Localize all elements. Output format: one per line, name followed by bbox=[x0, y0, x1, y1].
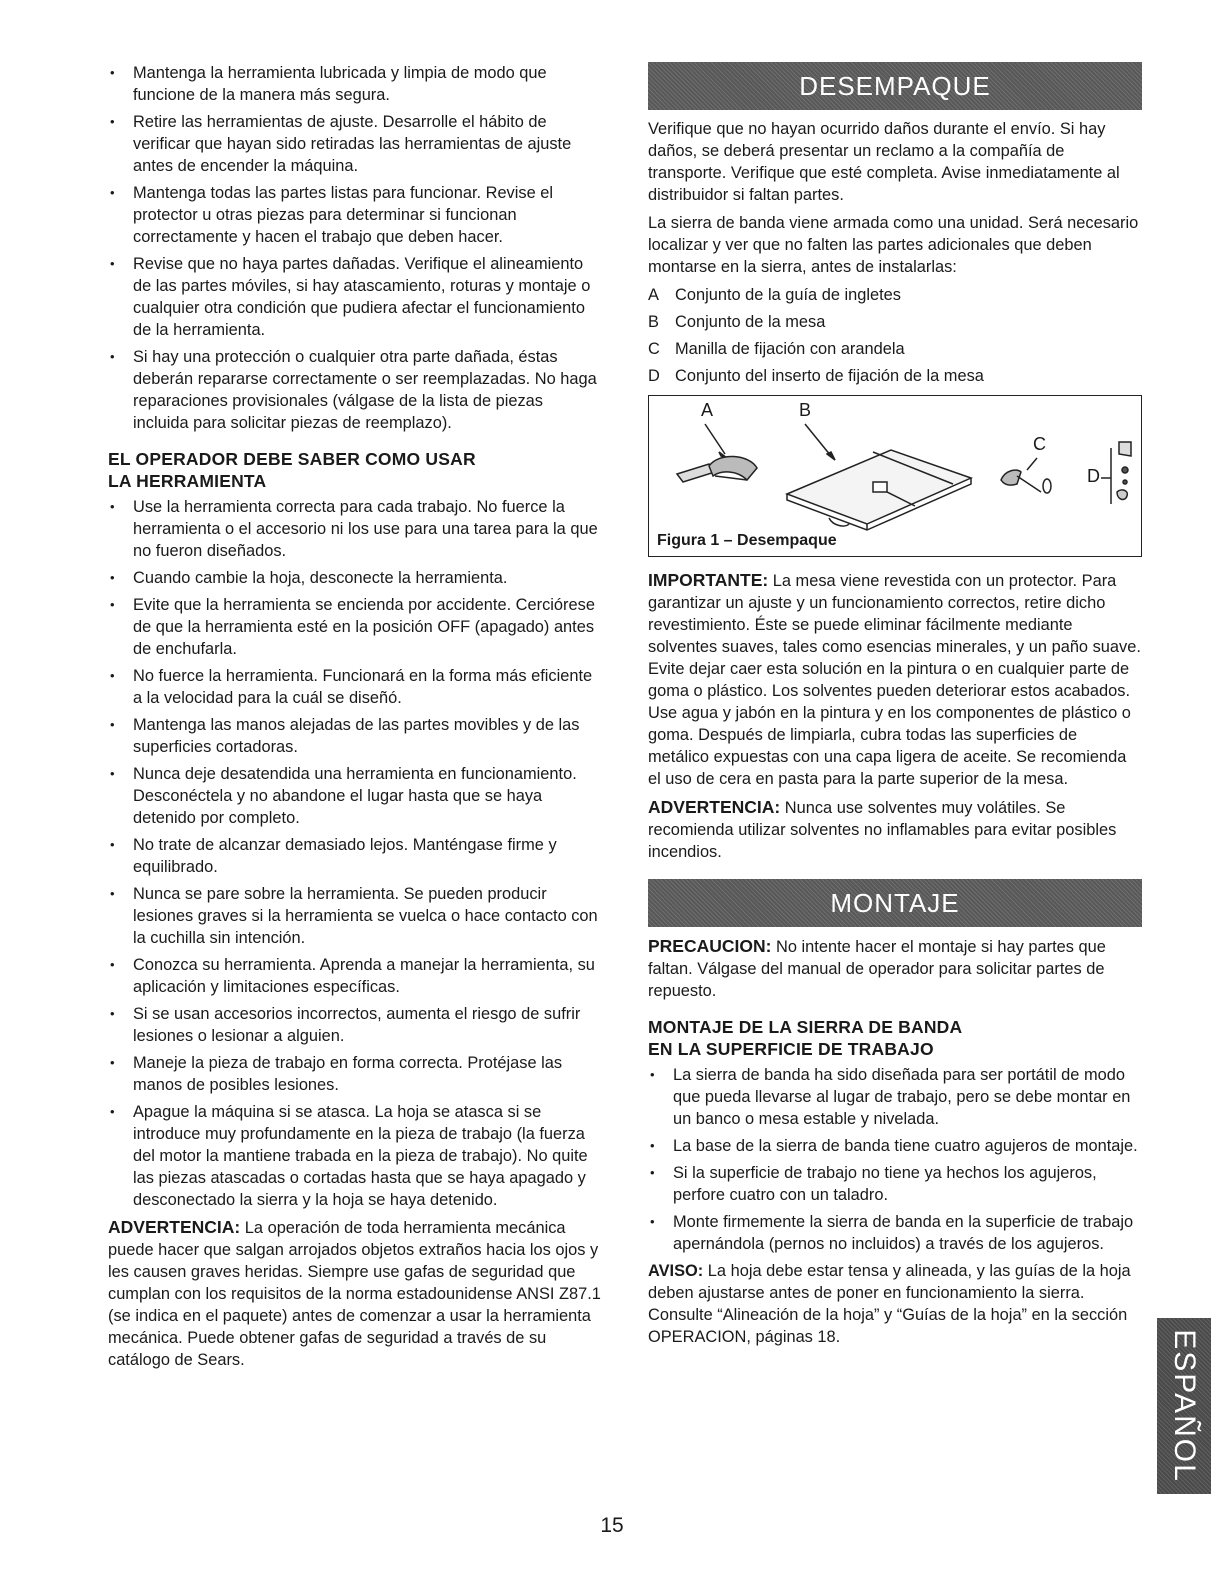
right-column bbox=[648, 62, 1142, 1354]
part-text: Manilla de fijación con arandela bbox=[675, 340, 905, 358]
caution-label: PRECAUCION: bbox=[648, 936, 772, 956]
assembly-banner bbox=[648, 879, 1142, 927]
list-item: • Cuando cambie la hoja, desconecte la herramienta. bbox=[108, 567, 602, 589]
warning-paragraph bbox=[648, 796, 1142, 863]
important-label: IMPORTANTE: bbox=[648, 570, 769, 590]
warning-text: Nunca use solventes muy volátiles. Se recomienda utilizar solventes no inflamables para evitar posibles incendios. bbox=[648, 799, 1117, 861]
unpack-paragraph: Verifique que no hayan ocurrido daños durante el envío. Si hay daños, se deberá presentar un reclamo a la compañía de transporte. Verifique que esté completa. Avise inmediatamente al distribuidor si faltan partes. bbox=[648, 120, 1120, 204]
warning-label: ADVERTENCIA: bbox=[648, 797, 781, 817]
knob-illustration bbox=[1001, 458, 1051, 493]
safety-bullet-list bbox=[108, 62, 602, 434]
miter-gauge-illustration bbox=[677, 424, 757, 482]
caution-paragraph bbox=[648, 935, 1142, 1002]
list-item: • Nunca se pare sobre la herramienta. Se pueden producir lesiones graves si la herramienta se vuelca o hace contacto con la cuchilla sin intención. bbox=[108, 883, 602, 949]
list-item: • La sierra de banda ha sido diseñada para ser portátil de modo que pueda llevarse al lugar de trabajo, pero se debe montar en un banco o mesa estable y nivelada. bbox=[648, 1064, 1142, 1130]
list-item: • Si hay una protección o cualquier otra parte dañada, éstas deberán repararse correctamente o ser reemplazadas. No haga reparaciones provisionales (válgase de la lista de piezas incluida para solicitar piezas de reemplazo). bbox=[108, 346, 602, 434]
figure-label-a: A bbox=[701, 400, 714, 420]
list-item: • Mantenga todas las partes listas para funcionar. Revise el protector u otras piezas para determinar si funcionan correctamente y hacen el trabajo que deben hacer. bbox=[108, 182, 602, 248]
list-item: • Mantenga la herramienta lubricada y limpia de modo que funcione de la manera más segura. bbox=[108, 62, 602, 106]
list-item: • Nunca deje desatendida una herramienta en funcionamiento. Desconéctela y no abandone el lugar hasta que se haya detenido por completo. bbox=[108, 763, 602, 829]
section-heading-mounting bbox=[648, 1016, 1142, 1060]
language-tab bbox=[1157, 1318, 1211, 1494]
warning-paragraph bbox=[108, 1216, 602, 1371]
notice-text: La hoja debe estar tensa y alineada, y las guías de la hoja deben ajustarse antes de poner en funcionamiento la sierra. Consulte “Alineación de la hoja” y “Guías de la hoja” en la sección OPERACION, páginas 18. bbox=[648, 1262, 1131, 1346]
part-letter: B bbox=[648, 313, 659, 331]
list-item: • Si se usan accesorios incorrectos, aumenta el riesgo de sufrir lesiones o lesionar a alguien. bbox=[108, 1003, 602, 1047]
mounting-bullet-list bbox=[648, 1064, 1142, 1255]
operator-bullet-list bbox=[108, 496, 602, 1211]
heading-line: MONTAJE DE LA SIERRA DE BANDA bbox=[648, 1017, 963, 1037]
list-item: • Evite que la herramienta se encienda por accidente. Cerciórese de que la herramienta esté en la posición OFF (apagado) antes de enchufarla. bbox=[108, 594, 602, 660]
notice-paragraph bbox=[648, 1260, 1142, 1348]
left-column bbox=[108, 62, 602, 1377]
heading-line: EL OPERADOR DEBE SABER COMO USAR bbox=[108, 449, 476, 469]
list-item: • Conozca su herramienta. Aprenda a manejar la herramienta, su aplicación y limitaciones específicas. bbox=[108, 954, 602, 998]
list-item: • No fuerce la herramienta. Funcionará en la forma más eficiente a la velocidad para la cuál se diseñó. bbox=[108, 665, 602, 709]
warning-label: ADVERTENCIA: bbox=[108, 1217, 241, 1237]
unpack-paragraph: La sierra de banda viene armada como una unidad. Será necesario localizar y ver que no falten las partes adicionales que deben montarse en la sierra, antes de instalarlas: bbox=[648, 214, 1139, 276]
section-heading-operator bbox=[108, 448, 602, 492]
table-illustration bbox=[787, 424, 971, 530]
list-item bbox=[648, 284, 1142, 306]
heading-line: EN LA SUPERFICIE DE TRABAJO bbox=[648, 1039, 934, 1059]
page-number: 15 bbox=[600, 1514, 624, 1537]
notice-label: AVISO: bbox=[648, 1262, 704, 1280]
part-text: Conjunto de la guía de ingletes bbox=[675, 286, 901, 304]
parts-list bbox=[648, 284, 1142, 387]
unpacking-figure bbox=[648, 395, 1142, 557]
list-item: • Si la superficie de trabajo no tiene ya hechos los agujeros, perfore cuatro con un taladro. bbox=[648, 1162, 1142, 1206]
important-paragraph bbox=[648, 569, 1142, 790]
part-letter: D bbox=[648, 367, 660, 385]
list-item: • Revise que no haya partes dañadas. Verifique el alineamiento de las partes móviles, si hay atascamiento, roturas y montaje o cualquier otra condición que pudiera afectar el funcionamiento de la herramienta. bbox=[108, 253, 602, 341]
banner-title: MONTAJE bbox=[830, 887, 960, 918]
warning-text: La operación de toda herramienta mecánica puede hacer que salgan arrojados objetos extraños hacia los ojos y les causen graves heridas. Siempre use gafas de seguridad que cumplan con los requisitos de la norma estadounidense ANSI Z87.1 (se indica en el paquete) antes de comenzar a usar la herramienta mecánica. Puede obtener gafas de seguridad a través de su catálogo de Sears. bbox=[108, 1219, 601, 1369]
banner-title: DESEMPAQUE bbox=[799, 70, 991, 101]
list-item bbox=[648, 365, 1142, 387]
list-item: • Use la herramienta correcta para cada trabajo. No fuerce la herramienta o el accesorio ni los use para una tarea para la que no fueron diseñados. bbox=[108, 496, 602, 562]
insert-illustration bbox=[1101, 442, 1131, 504]
unpacking-banner bbox=[648, 62, 1142, 110]
list-item: • Mantenga las manos alejadas de las partes movibles y de las superficies cortadoras. bbox=[108, 714, 602, 758]
list-item: • Monte firmemente la sierra de banda en la superficie de trabajo apernándola (pernos no incluidos) a través de los agujeros. bbox=[648, 1211, 1142, 1255]
important-text: La mesa viene revestida con un protector. Para garantizar un ajuste y un funcionamiento correctos, retire dicho revestimiento. Éste se puede eliminar fácilmente mediante solventes suaves, tales como esencias minerales, y un paño suave. Evite dejar caer esta solución en la pintura o en cualquier parte de goma o plástico. Los solventes pueden deteriorar estos acabados. Use agua y jabón en la pintura y en los componentes de plástico o goma. Después de limpiarla, cubra todas las superficies de metálico expuestas con una capa ligera de aceite. Se recomienda el uso de cera en pasta para la parte superior de la mesa. bbox=[648, 572, 1141, 788]
figure-caption: Figura 1 – Desempaque bbox=[657, 532, 837, 549]
caution-text: No intente hacer el montaje si hay partes que faltan. Válgase del manual de operador para solicitar partes de repuesto. bbox=[648, 938, 1106, 1000]
list-item: • Retire las herramientas de ajuste. Desarrolle el hábito de verificar que hayan sido retiradas las herramientas de ajuste antes de encender la máquina. bbox=[108, 111, 602, 177]
language-tab-label: ESPAÑOL bbox=[1168, 1329, 1201, 1483]
part-letter: A bbox=[648, 286, 659, 304]
list-item bbox=[648, 311, 1142, 333]
list-item: • La base de la sierra de banda tiene cuatro agujeros de montaje. bbox=[648, 1135, 1142, 1157]
figure-label-b: B bbox=[799, 400, 812, 420]
list-item: • Maneje la pieza de trabajo en forma correcta. Protéjase las manos de posibles lesiones. bbox=[108, 1052, 602, 1096]
part-text: Conjunto del inserto de fijación de la mesa bbox=[675, 367, 984, 385]
list-item: • No trate de alcanzar demasiado lejos. Manténgase firme y equilibrado. bbox=[108, 834, 602, 878]
figure-label-d: D bbox=[1087, 466, 1100, 486]
list-item bbox=[648, 338, 1142, 360]
part-letter: C bbox=[648, 340, 660, 358]
list-item: • Apague la máquina si se atasca. La hoja se atasca si se introduce muy profundamente en la pieza de trabajo (la fuerza del motor la mantiene trabada en la pieza de trabajo). No quite las piezas atascadas o cortadas hasta que se haya apagado y desconectado la sierra y la hoja se haya detenido. bbox=[108, 1101, 602, 1211]
figure-label-c: C bbox=[1033, 434, 1046, 454]
heading-line: LA HERRAMIENTA bbox=[108, 471, 267, 491]
part-text: Conjunto de la mesa bbox=[675, 313, 826, 331]
